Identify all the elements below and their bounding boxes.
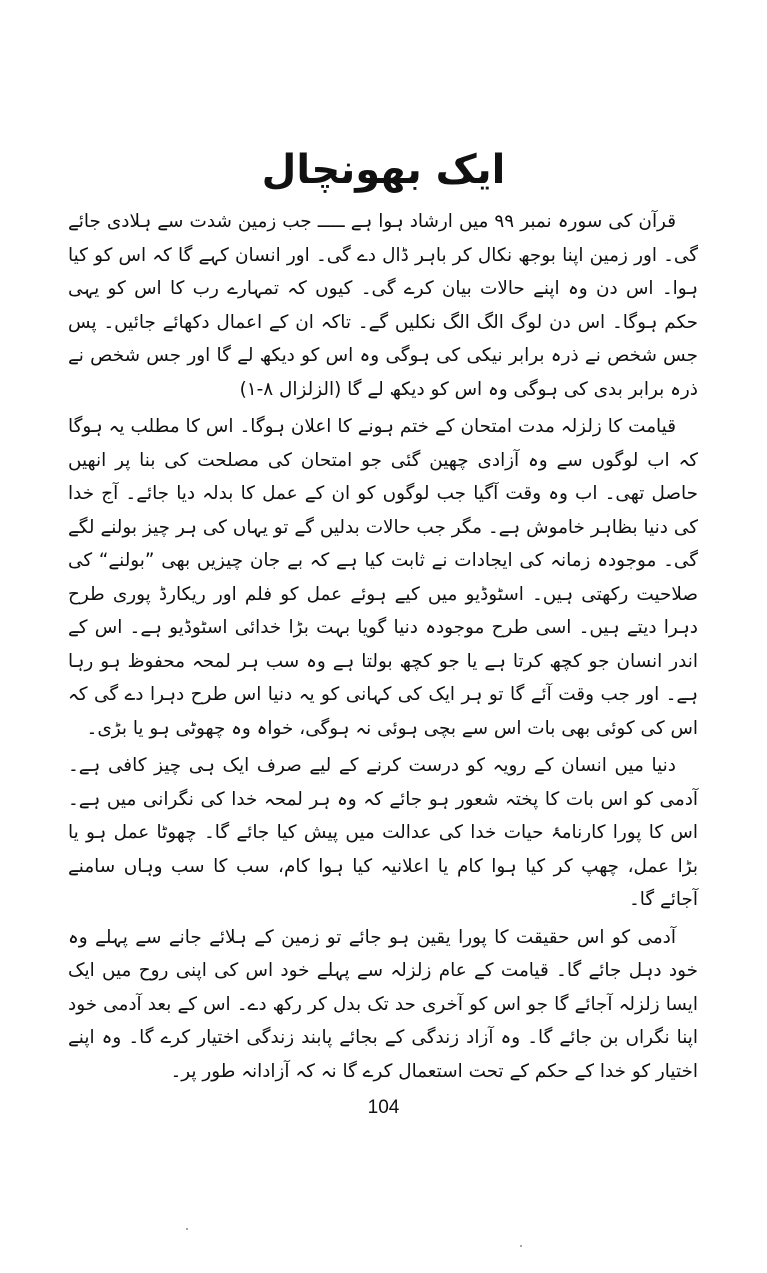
page-number: 104 bbox=[367, 1097, 400, 1118]
body-text bbox=[68, 205, 698, 1088]
paragraph-inner-earthquake: آدمی کو اس حقیقت کا پورا یقین ہو جائے تو زمین کے ہلائے جانے سے پہلے وہ خود دہل جائے گا۔ قیامت کے عام زلزلہ سے پہلے خود اس کی اپنی روح میں ایک ایسا زلزلہ آجائے گا جو اس کو آخری حد تک بدل کر رکھ دے۔ اس کے بعد آدمی خود اپنا نگراں بن جائے گا۔ وہ آزاد زندگی کے بجائے پابند زندگی اختیار کرے گا۔ وہ اپنے اختیار کو خدا کے حکم کے تحت استعمال کرے گا نہ کہ آزادانہ طور پر۔ bbox=[68, 926, 698, 1082]
scan-speck bbox=[186, 1228, 188, 1230]
paragraph-quran-verse: قرآن کی سورہ نمبر ۹۹ میں ارشاد ہوا ہے ـــــ جب زمین شدت سے ہلادی جائے گی۔ اور زمین اپنا بوجھ نکال کر باہر ڈال دے گی۔ اور انسان کہے گا کہ اس کو کیا ہوا۔ اس دن وہ اپنے حالات بیان کرے گی۔ کیوں کہ تمہارے رب کا اس کو یہی حکم ہوگا۔ اس دن لوگ الگ الگ نکلیں گے۔ تاکہ ان کے اعمال دکھائے جائیں۔ پس جس شخص نے ذرہ برابر نیکی کی ہوگی وہ اس کو دیکھ لے گا اور جس شخص نے ذرہ برابر بدی کی ہوگی وہ اس کو دیکھ لے گا (الزلزال ۸-۱) bbox=[68, 211, 698, 400]
paragraph-human-behavior: دنیا میں انسان کے رویہ کو درست کرنے کے لیے صرف ایک ہی چیز کافی ہے۔ آدمی کو اس بات کا پختہ شعور ہو جائے کہ وہ ہر لمحہ خدا کی نگرانی میں ہے۔ اس کا پورا کارنامۂ حیات خدا کی عدالت میں پیش کیا جائے گا۔ چھوٹا عمل ہو یا بڑا عمل، چھپ کر کیا ہوا کام یا اعلانیہ کیا ہوا کام، سب کا سب وہاں سامنے آجائے گا۔ bbox=[68, 755, 698, 910]
page-title: ایک بھونچال bbox=[261, 147, 506, 193]
scan-speck bbox=[520, 1245, 522, 1247]
paragraph-qiyamat-earthquake: قیامت کا زلزلہ مدت امتحان کے ختم ہونے کا اعلان ہوگا۔ اس کا مطلب یہ ہوگا کہ اب لوگوں سے وہ آزادی چھین گئی جو امتحان کی مصلحت کی بنا پر انھیں حاصل تھی۔ اب وہ وقت آگیا جب لوگوں کو ان کے عمل کا بدلہ دیا جائے۔ آج خدا کی دنیا بظاہر خاموش ہے۔ مگر جب حالات بدلیں گے تو یہاں کی ہر چیز بولنے لگے گی۔ موجودہ زمانہ کی ایجادات نے ثابت کیا ہے کہ بے جان چیزیں بھی ”بولنے“ کی صلاحیت رکھتی ہیں۔ اسٹوڈیو میں کیے ہوئے عمل کو فلم اور ریکارڈ پوری طرح دہرا دیتے ہیں۔ اسی طرح موجودہ دنیا گویا بہت بڑا خدائی اسٹوڈیو ہے۔ اس کے اندر انسان جو کچھ کرتا ہے یا جو کچھ بولتا ہے وہ سب ہر لمحہ محفوظ ہو رہا ہے۔ اور جب وقت آئے گا تو ہر ایک کی کہانی کو یہ دنیا اس طرح دہرا دے گی کہ اس کی کوئی بھی بات اس سے بچی ہوئی نہ ہوگی، خواہ وہ چھوٹی ہو یا بڑی۔ bbox=[68, 416, 698, 739]
